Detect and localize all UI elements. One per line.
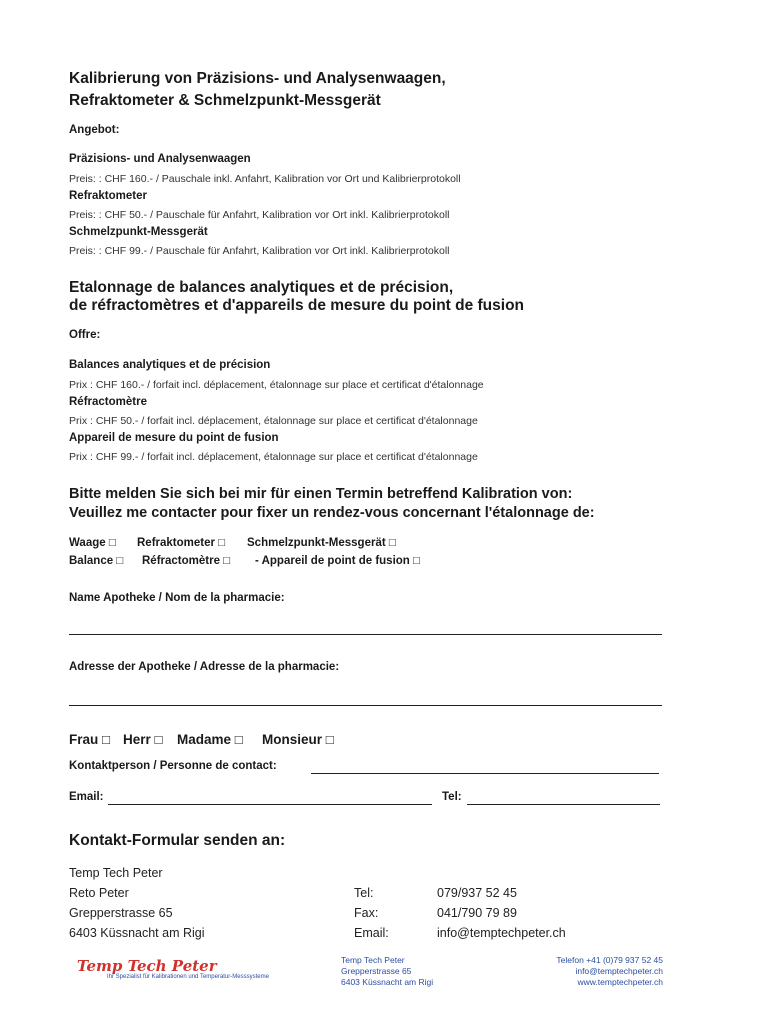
option-refraktometer-checkbox[interactable]: Refraktometer □ <box>137 537 226 549</box>
item-name-fr-1: Balances analytiques et de précision <box>69 359 271 371</box>
salutation-frau-checkbox[interactable]: Frau □ <box>69 732 111 747</box>
footer-address-street: Grepperstrasse 65 <box>341 966 412 976</box>
footer-email-link[interactable]: info@temptechpeter.ch <box>575 966 663 976</box>
send-company: Temp Tech Peter <box>69 866 163 880</box>
footer-address-city: 6403 Küssnacht am Rigi <box>341 977 434 987</box>
send-street: Grepperstrasse 65 <box>69 906 173 920</box>
salutation-monsieur-checkbox[interactable]: Monsieur □ <box>262 732 334 747</box>
option-refractometre-checkbox[interactable]: Réfractomètre □ <box>142 555 231 567</box>
pharmacy-address-line <box>69 705 662 706</box>
send-city: 6403 Küssnacht am Rigi <box>69 926 205 940</box>
title-de-line1: Kalibrierung von Präzisions- und Analysenwaagen, <box>69 70 446 87</box>
request-line-fr: Veuillez me contacter pour fixer un rendez-vous concernant l'étalonnage de: <box>69 505 595 521</box>
logo-tagline: Ihr Spezialist für Kalibrationen und Temperatur-Messsysteme <box>107 974 269 980</box>
title-de-line2: Refraktometer & Schmelzpunkt-Messgerät <box>69 92 381 109</box>
pharmacy-name-line <box>69 634 662 635</box>
send-fax-label: Fax: <box>354 906 379 920</box>
item-name-de-2: Refraktometer <box>69 190 147 202</box>
send-tel-label: Tel: <box>354 886 374 900</box>
pharmacy-address-field[interactable] <box>69 689 666 705</box>
item-name-fr-3: Appareil de mesure du point de fusion <box>69 432 279 444</box>
send-fax: 041/790 79 89 <box>437 906 517 920</box>
pharmacy-address-label: Adresse der Apotheke / Adresse de la pharmacie: <box>69 661 340 673</box>
send-email[interactable]: info@temptechpeter.ch <box>437 926 566 940</box>
item-price-de-2: Preis: : CHF 50.- / Pauschale für Anfahrt, Kalibration vor Ort inkl. Kalibrierprotokoll <box>69 209 450 221</box>
send-heading: Kontakt-Formular senden an: <box>69 832 286 849</box>
send-tel: 079/937 52 45 <box>437 886 517 900</box>
title-fr-line1: Etalonnage de balances analytiques et de précision, <box>69 279 454 296</box>
option-waage-checkbox[interactable]: Waage □ <box>69 537 116 549</box>
pharmacy-name-field[interactable] <box>69 618 666 634</box>
option-balance-checkbox[interactable]: Balance □ <box>69 555 124 567</box>
item-price-fr-3: Prix : CHF 99.- / forfait incl. déplacement, étalonnage sur place et certificat d'étalonnage <box>69 451 478 463</box>
tel-line <box>467 804 660 805</box>
footer-phone: Telefon +41 (0)79 937 52 45 <box>556 955 663 965</box>
tel-field[interactable] <box>467 789 664 805</box>
item-name-de-1: Präzisions- und Analysenwaagen <box>69 153 251 165</box>
option-point-fusion-checkbox[interactable]: - Appareil de point de fusion □ <box>255 555 420 567</box>
footer-website-link[interactable]: www.temptechpeter.ch <box>577 977 663 987</box>
salutation-herr-checkbox[interactable]: Herr □ <box>123 732 163 747</box>
item-price-de-1: Preis: : CHF 160.- / Pauschale inkl. Anfahrt, Kalibration vor Ort und Kalibrierprotokoll <box>69 173 461 185</box>
email-line <box>108 804 432 805</box>
contact-person-label: Kontaktperson / Personne de contact: <box>69 760 277 772</box>
tel-label: Tel: <box>442 791 462 803</box>
pharmacy-name-label: Name Apotheke / Nom de la pharmacie: <box>69 592 285 604</box>
item-name-de-3: Schmelzpunkt-Messgerät <box>69 226 208 238</box>
footer-address-company: Temp Tech Peter <box>341 955 405 965</box>
salutation-madame-checkbox[interactable]: Madame □ <box>177 732 243 747</box>
company-logo: Temp Tech Peter <box>77 957 217 975</box>
title-fr-line2: de réfractomètres et d'appareils de mesure du point de fusion <box>69 297 525 314</box>
email-field[interactable] <box>108 789 436 805</box>
contact-person-line <box>311 773 659 774</box>
offer-label-fr: Offre: <box>69 329 101 341</box>
offer-label-de: Angebot: <box>69 124 120 136</box>
item-price-de-3: Preis: : CHF 99.- / Pauschale für Anfahrt, Kalibration vor Ort inkl. Kalibrierprotokoll <box>69 245 450 257</box>
contact-person-field[interactable] <box>311 758 663 774</box>
request-line-de: Bitte melden Sie sich bei mir für einen Termin betreffend Kalibration von: <box>69 486 573 502</box>
option-schmelzpunkt-checkbox[interactable]: Schmelzpunkt-Messgerät □ <box>247 537 396 549</box>
item-price-fr-2: Prix : CHF 50.- / forfait incl. déplacement, étalonnage sur place et certificat d'étalonnage <box>69 415 478 427</box>
send-email-label: Email: <box>354 926 389 940</box>
email-label: Email: <box>69 791 104 803</box>
send-person: Reto Peter <box>69 886 129 900</box>
item-name-fr-2: Réfractomètre <box>69 396 147 408</box>
item-price-fr-1: Prix : CHF 160.- / forfait incl. déplacement, étalonnage sur place et certificat d'étalonnage <box>69 379 484 391</box>
